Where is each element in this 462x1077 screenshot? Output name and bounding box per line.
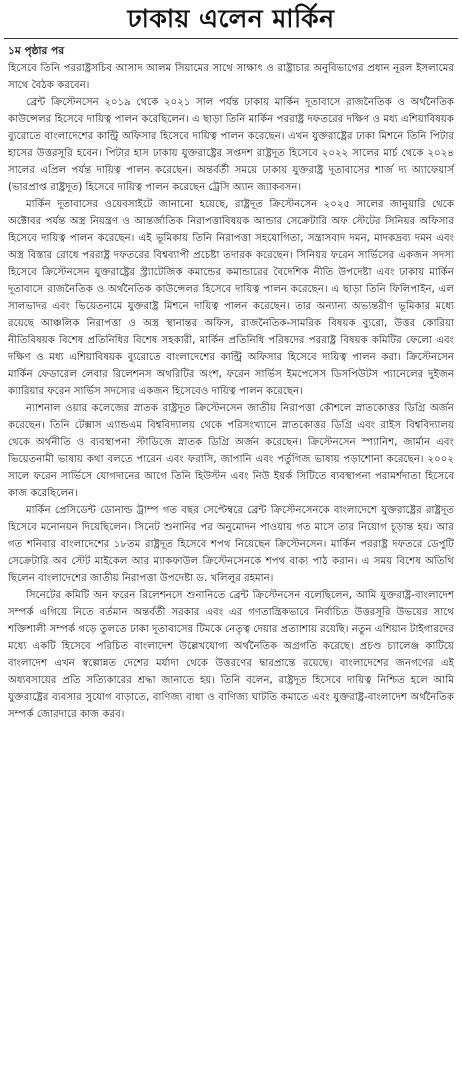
article-paragraph: মার্কিন প্রেসিডেন্ট ডোনাল্ড ট্রাম্প গত বছর সেপ্টেম্বরে ব্রেন্ট ক্রিস্টেনসেনকে বাংলাদেশে যুক্তরাষ্ট্রের রাষ্ট্রদূত হিসেবে মনোনয়ন দিয়েছিলেন। সিনেট শুনানির পর অনুমোদন পাওয়ায় গত মাসে তার নিয়োগ চূড়ান্ত হয়। আর গত শনিবার বাংলাদেশের ১৮তম রাষ্ট্রদূত হিসেবে শপথ নিয়েছেন ক্রিস্টেনসেন। মার্কিন পররাষ্ট্র দফতরে ডেপুটি সেক্রেটারি অব স্টেট মাইকেল আর ম্যাকফাউল ক্রিস্টেনসেনকে শপথ বাক্য পাঠ করান। এ সময় বিশেষ অতিথি ছিলেন বাংলাদেশের জাতীয় নিরাপত্তা উপদেষ্টা ড. খলিলুর রহমান। [8,505,454,584]
article-body [0,39,462,723]
continued-from-label: ১ম পৃষ্ঠার পর [8,45,65,57]
article-paragraph: সিনেটের কমিটি অন ফরেন রিলেশনসে শুনানিতে ব্রেন্ট ক্রিস্টেনসেন বলেছিলেন, আমি যুক্তরাষ্ট্র-বাংলাদেশ সম্পর্ক এগিয়ে নিতে বর্তমান অন্তর্বর্তী সরকার এবং এর গণতান্ত্রিকভাবে নির্বাচিত উত্তরসূরি উভয়ের সাথে শক্তিশালী সম্পর্ক গড়ে তুলতে ঢাকা দূতাবাসের টিমকে নেতৃত্ব দেয়ার প্রত্যাশায় রয়েছি। নতুন এশিয়ান টাইগারদের মধ্যে একটি হিসেবে পরিচিত বাংলাদেশ উল্লেখযোগ্য অর্থনৈতিক অগ্রগতি করেছে। প্রচণ্ড চ্যালেঞ্জ কাটিয়ে বাংলাদেশ এখন স্বল্পোন্নত দেশের মর্যাদা থেকে উত্তরণের দ্বারপ্রান্তে রয়েছে। বাংলাদেশের জনগণের এই অধ্যবসায়ের প্রতি সত্যিকারের শ্রদ্ধা জানাতে হয়। তিনি বলেন, রাষ্ট্রদূত হিসেবে দায়িত্ব নিশ্চিত হলে আমি যুক্তরাষ্ট্রের ব্যবসার সুযোগ বাড়াতে, বাণিজ্য বাধা ও বাণিজ্য ঘাটতি কমাতে এবং যুক্তরাষ্ট্র-বাংলাদেশ অর্থনৈতিক সম্পর্ক জোরদারে কাজ করব। [8,590,454,720]
headline: ঢাকায় এলেন মার্কিন [127,4,335,33]
article-paragraph: ব্রেন্ট ক্রিস্টেনসেন ২০১৯ থেকে ২০২১ সাল পর্যন্ত ঢাকায় মার্কিন দূতাবাসে রাজনৈতিক ও অর্থনৈতিক কাউন্সেলর হিসেবে দায়িত্ব পালন করেছিলেন। এ ছাড়া তিনি মার্কিন পররাষ্ট্র দফতরের দক্ষিণ ও মধ্য এশিয়াবিষয়ক ব্যুরোতে বাংলাদেশের কান্ট্রি অফিসার হিসেবে দায়িত্ব পালন করেছেন। এখন যুক্তরাষ্ট্রের ঢাকা মিশনে তিনি পিটার হাসের উত্তরসূরি হবেন। পিটার হাস ঢাকায় যুক্তরাষ্ট্রের সপ্তদশ রাষ্ট্রদূত হিসেবে ২০২২ সালের মার্চ থেকে ২০২৪ সালের এপ্রিল পর্যন্ত দায়িত্ব পালন করেছেন। অন্তর্বর্তী সময়ে ঢাকায় যুক্তরাষ্ট্র দূতাবাসের শার্জ দ্য অ্যাফেয়ার্স (ভারপ্রাপ্ত রাষ্ট্রদূত) হিসেবে দায়িত্ব পালন করেছেন ট্রেসি অ্যান জ্যাকবসন। [8,97,454,193]
article-paragraph: ন্যাশনাল ওয়ার কলেজের স্নাতক রাষ্ট্রদূত ক্রিস্টেনসেন জাতীয় নিরাপত্তা কৌশলে স্নাতকোত্তর ডিগ্রি অর্জন করেছেন। তিনি টেক্সাস এ্যান্ডএম বিশ্ববিদ্যালয় থেকে পরিসংখ্যানে স্নাতকোত্তর ডিগ্রি এবং রাইস বিশ্ববিদ্যালয় থেকে অর্থনীতি ও ব্যবস্থাপনা স্টাডিজে স্নাতক ডিগ্রি অর্জন করেছেন। ক্রিস্টেনসেন স্প্যানিশ, জার্মান এবং ভিয়েতনামী ভাষায় কথা বলতে পারেন এবং ফরাসি, জাপানি এবং পর্তুগিজ ভাষায় পড়াশোনা করেছেন। ২০০২ সালে ফরেন সার্ভিসে যোগদানের আগে তিনি হিউস্টন এবং নিউ ইয়র্ক সিটিতে ব্যবস্থাপনা পরামর্শদাতা হিসেবে কাজ করেছিলেন। [8,403,454,499]
article-paragraph: হিসেবে তিনি পররাষ্ট্রসচিব আসাদ আলম সিয়ামের সাথে সাক্ষাৎ ও রাষ্ট্রাচার অনুবিভাগের প্রধান নূরল ইসলামের সাথে বৈঠক করবেন। [8,63,454,91]
article-paragraph: মার্কিন দূতাবাসের ওয়েবসাইটে জানানো হয়েছে, রাষ্ট্রদূত ক্রিস্টেনসেন ২০২৫ সালের জানুয়ারি থেকে অক্টোবর পর্যন্ত অস্ত্র নিয়ন্ত্রণ ও আন্তর্জাতিক নিরাপত্তাবিষয়ক আন্ডার সেক্রেটারি অফ স্টেটের সিনিয়র অফিসার হিসেবে দায়িত্ব পালন করেছেন। এই ভূমিকায় তিনি নিরাপত্তা সহযোগিতা, সন্ত্রাসবাদ দমন, মাদকদ্রব্য দমন এবং অস্ত্র বিস্তার রোধে পররাষ্ট্র দফতরের বিশ্বব্যাপী প্রচেষ্টা তদারক করেছেন। সিনিয়র ফরেন সার্ভিসের একজন সদস্য হিসেবে ক্রিস্টেনসেন যুক্তরাষ্ট্রের স্ট্র্যাটেজিক কমান্ডের কমান্ডারের বৈদেশিক নীতি উপদেষ্টা এবং ঢাকায় মার্কিন দূতাবাসে রাজনৈতিক ও অর্থনৈতিক কাউন্সেলর হিসেবে দায়িত্ব পালন করেছেন। এ ছাড়া তিনি ফিলিপাইন, এল সালভাদর এবং ভিয়েতনামে যুক্তরাষ্ট্র মিশনে দায়িত্ব পালন করেছেন। তার অন্যান্য অভ্যন্তরীণ ভূমিকার মধ্যে রয়েছে আঞ্চলিক নিরাপত্তা ও অস্ত্র স্থানান্তর অফিস, রাজনৈতিক-সামরিক বিষয়ক ব্যুরো, উত্তর কোরিয়া নীতিবিষয়ক বিশেষ প্রতিনিধির বিশেষ সহকারী, মার্কিন প্রতিনিধি পরিষদের পররাষ্ট্র বিষয়ক কমিটির ফেলো এবং দক্ষিণ ও মধ্য এশিয়াবিষয়ক ব্যুরোতে বাংলাদেশের কান্ট্রি অফিসার হিসেবে দায়িত্ব পালন করা। ক্রিস্টেনসেন মার্কিন ফেডারেল লেবার রিলেশনস অথরিটির অংশ, ফরেন সার্ভিস ইমপেসেস ডিসপিউটস প্যানেলের দুইজন ক্যারিয়ার ফরেন সার্ভিস সদস্যের একজন হিসেবেও দায়িত্ব পালন করেছেন। [8,199,454,397]
